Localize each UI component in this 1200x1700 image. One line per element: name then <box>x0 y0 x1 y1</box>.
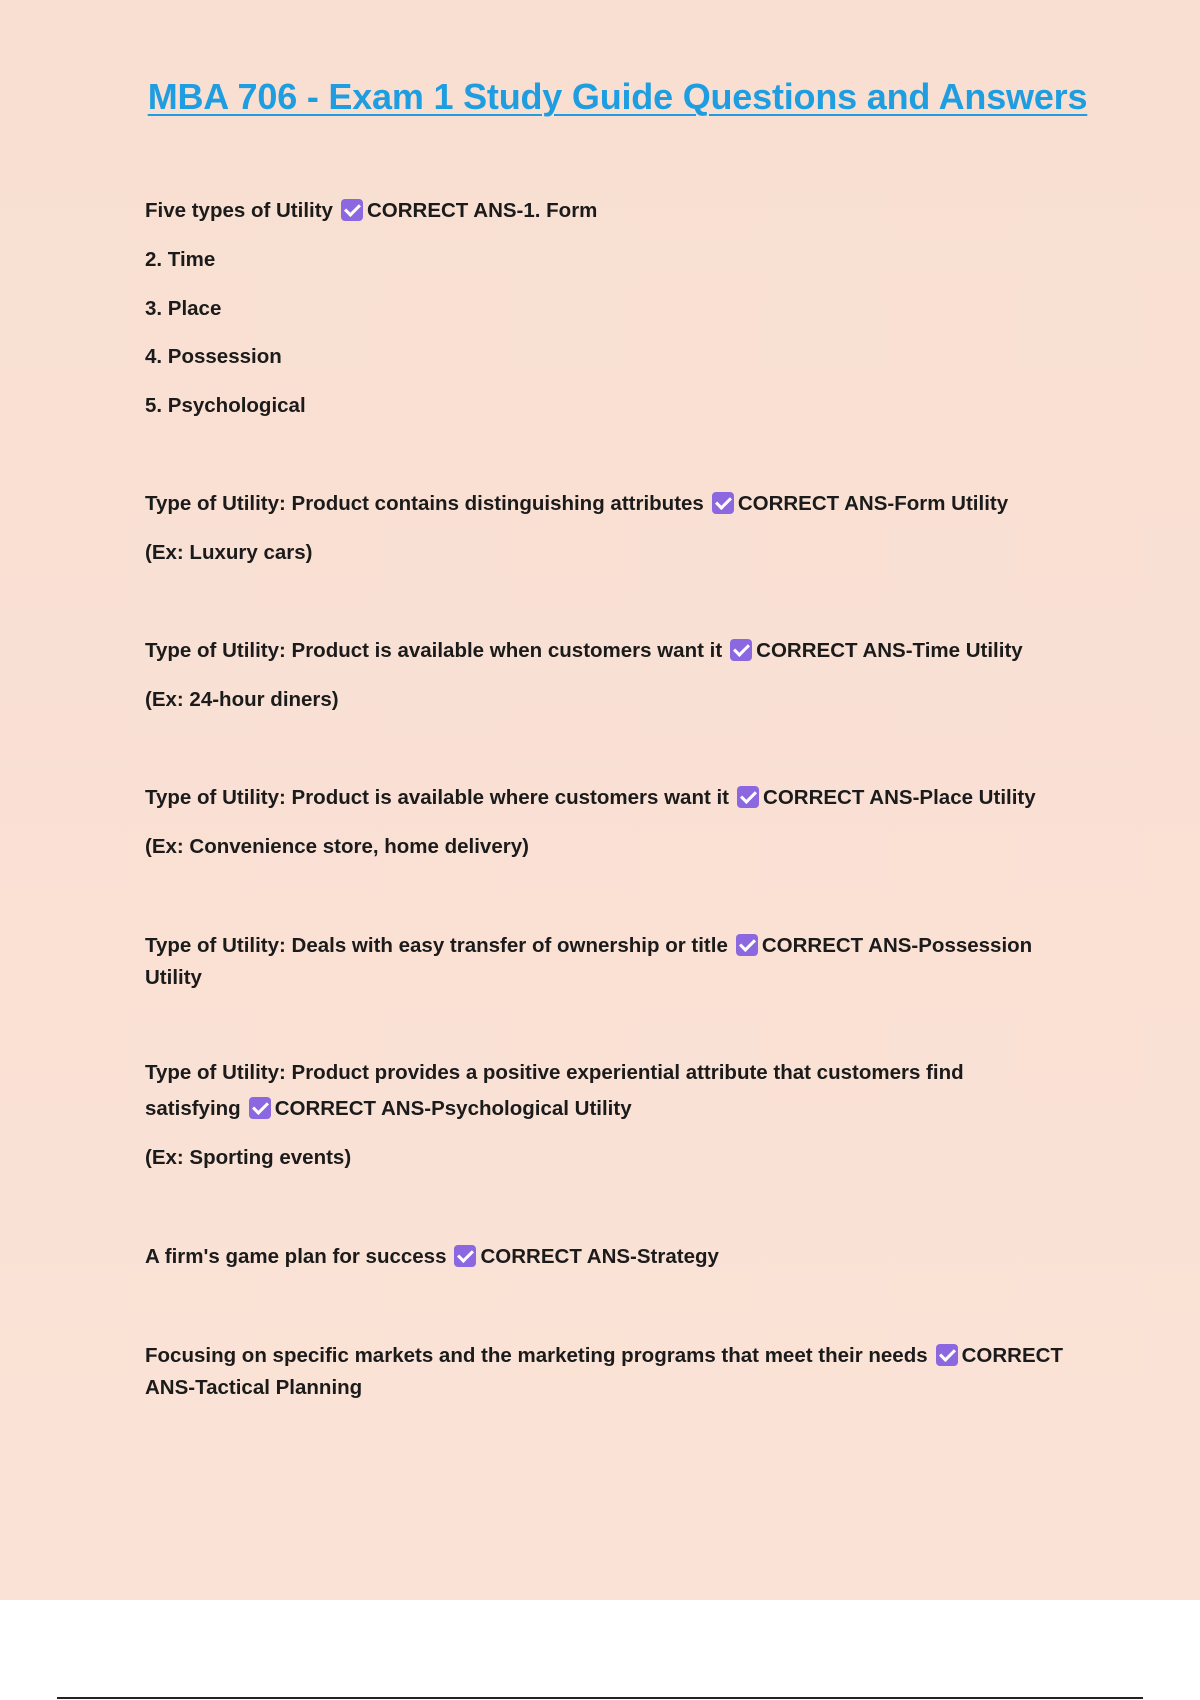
qa-item-4 <box>145 781 1085 814</box>
question-text: Type of Utility: Product provides a positive experiential attribute that customers find <box>145 1061 964 1084</box>
qa-item-1 <box>145 194 1085 227</box>
answer-line: 2. Time <box>145 248 216 271</box>
question-text: Type of Utility: Deals with easy transfer of ownership or title <box>145 934 728 957</box>
checkbox-icon <box>730 639 752 661</box>
checkbox-icon <box>341 199 363 221</box>
example-text: (Ex: 24-hour diners) <box>145 688 339 711</box>
answer-text: CORRECT ANS-Time Utility <box>756 639 1023 662</box>
example-text: (Ex: Sporting events) <box>145 1146 352 1169</box>
checkbox-icon <box>712 492 734 514</box>
qa-item-8 <box>145 1339 1085 1372</box>
question-text: Type of Utility: Product is available where customers want it <box>145 786 730 809</box>
checkbox-icon <box>249 1097 271 1119</box>
answer-text: CORRECT ANS-1. Form <box>366 199 598 222</box>
footer-divider <box>57 1697 1143 1699</box>
qa-item-7 <box>145 1240 1085 1273</box>
qa-item-2 <box>145 487 1085 520</box>
qa-item-6-continued <box>145 1092 1085 1125</box>
question-text: Type of Utility: Product is available when customers want it <box>145 639 723 662</box>
answer-text: CORRECT ANS-Place Utility <box>763 786 1036 809</box>
checkbox-icon <box>737 786 759 808</box>
answer-continuation: ANS-Tactical Planning <box>145 1376 363 1399</box>
question-text: Type of Utility: Product contains distinguishing attributes <box>145 492 704 515</box>
answer-line: 5. Psychological <box>145 394 306 417</box>
answer-text: CORRECT ANS-Strategy <box>480 1245 719 1268</box>
checkbox-icon <box>454 1245 476 1267</box>
checkbox-icon <box>736 934 758 956</box>
question-text: Five types of Utility <box>145 199 333 222</box>
qa-item-6 <box>145 1056 1085 1089</box>
answer-text: CORRECT ANS-Psychological Utility <box>274 1097 632 1120</box>
answer-text: CORRECT ANS-Form Utility <box>737 492 1009 515</box>
example-text: (Ex: Convenience store, home delivery) <box>145 835 529 858</box>
answer-text: CORRECT ANS-Possession <box>761 934 1033 957</box>
qa-item-5 <box>145 929 1085 962</box>
answer-text: CORRECT <box>961 1344 1063 1367</box>
question-text: Focusing on specific markets and the marketing programs that meet their needs <box>145 1344 928 1367</box>
question-continuation: satisfying <box>145 1097 241 1120</box>
answer-line: 3. Place <box>145 297 222 320</box>
example-text: (Ex: Luxury cars) <box>145 541 313 564</box>
checkbox-icon <box>936 1344 958 1366</box>
question-text: A firm's game plan for success <box>145 1245 447 1268</box>
answer-continuation: Utility <box>145 966 202 989</box>
answer-line: 4. Possession <box>145 345 282 368</box>
document-title: MBA 706 - Exam 1 Study Guide Questions and Answers <box>147 76 1088 117</box>
qa-item-3 <box>145 634 1085 667</box>
